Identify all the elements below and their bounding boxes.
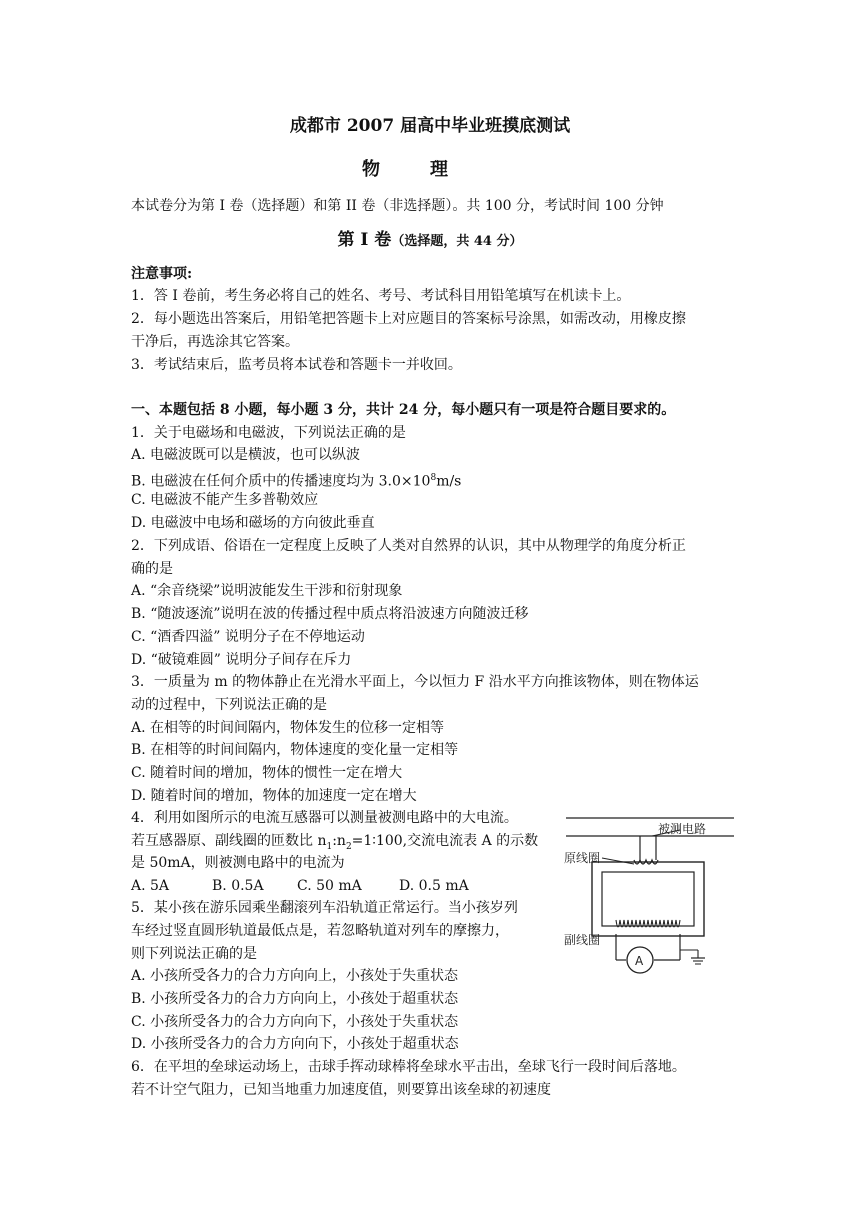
q3-option-c: C. 随着时间的增加，物体的惯性一定在增大 [131, 765, 403, 781]
q4-option-c: C. 50 mA [297, 878, 362, 894]
current-transformer-figure [562, 816, 738, 976]
part-title-main: 第 I 卷 [337, 230, 392, 250]
q1-option-b-unit: m/s [436, 473, 462, 490]
exam-title: 成都市 2007 届高中毕业班摸底测试 [289, 116, 571, 136]
q5-option-d: D. 小孩所受各力的合力方向向下，小孩处于超重状态 [131, 1036, 459, 1052]
q2-option-a: A. “余音绕梁”说明波能发生干涉和衍射现象 [131, 583, 403, 599]
part-title [0, 230, 860, 252]
subject-title: 物理 [362, 159, 498, 180]
q6-stem: 6．在平坦的垒球运动场上，击球手挥动球棒将垒球水平击出，垒球飞行一段时间后落地。 [131, 1059, 686, 1075]
q2-option-d: D. “破镜难圆” 说明分子间存在斥力 [131, 652, 352, 668]
ammeter-label: A [635, 954, 644, 968]
q5-option-a: A. 小孩所受各力的合力方向向上，小孩处于失重状态 [131, 968, 459, 984]
q1-option-b [131, 468, 461, 492]
iron-core-outer [592, 862, 704, 936]
q4-stem: 4．利用如图所示的电流互感器可以测量被测电路中的大电流。 [131, 810, 518, 826]
part-title-note: （选择题，共 44 分） [391, 234, 523, 249]
q4-ratio-text: 若互感器原、副线圈的匝数比 n [131, 833, 327, 849]
iron-core-inner [602, 872, 694, 926]
transformer-diagram [562, 816, 738, 976]
notice-item: 2．每小题选出答案后，用铅笔把答题卡上对应题目的答案标号涂黑，如需改动，用橡皮擦 [131, 311, 686, 327]
q4-option-a: A. 5A [131, 878, 170, 894]
q2-option-b: B. “随波逐流”说明在波的传播过程中质点将沿波速方向随波迁移 [131, 606, 529, 622]
primary-label-leader [602, 858, 634, 864]
q4-stem-end: 是 50mA，则被测电路中的电流为 [131, 855, 345, 871]
q1-option-b-text: B. 电磁波在任何介质中的传播速度均为 3.0×10 [131, 473, 431, 490]
notice-item: 3．考试结束后，监考员将本试卷和答题卡一并收回。 [131, 357, 462, 373]
q2-stem-cont: 确的是 [131, 561, 173, 577]
q4-option-d: D. 0.5 mA [399, 878, 469, 894]
q4-ratio-post: =1∶100,交流电流表 A 的示数 [351, 833, 539, 849]
measured-circuit-label: 被测电路 [658, 822, 707, 836]
exam-intro: 本试卷分为第 I 卷（选择题）和第 II 卷（非选择题）。共 100 分，考试时间 100 分钟 [131, 198, 664, 214]
q4-sub-2: 2 [345, 841, 352, 852]
q5-stem-end: 则下列说法正确的是 [131, 946, 257, 962]
q5-stem-cont: 车经过竖直圆形轨道最低点是，若忽略轨道对列车的摩擦力， [131, 923, 509, 939]
q2-stem: 2．下列成语、俗语在一定程度上反映了人类对自然界的认识，其中从物理学的角度分析正 [131, 538, 686, 554]
secondary-coil-label: 副线圈 [564, 933, 601, 947]
notice-item: 干净后，再选涂其它答案。 [131, 334, 299, 350]
q3-option-b: B. 在相等的时间间隔内，物体速度的变化量一定相等 [131, 742, 459, 758]
notice-heading: 注意事项: [131, 266, 193, 282]
q3-option-d: D. 随着时间的增加，物体的加速度一定在增大 [131, 788, 417, 804]
q4-ratio-mid: :n [332, 833, 346, 849]
section-heading: 一、本题包括 8 小题，每小题 3 分，共计 24 分，每小题只有一项是符合题目要求的。 [131, 402, 676, 418]
q2-option-c: C. “酒香四溢” 说明分子在不停地运动 [131, 629, 365, 645]
q1-option-c: C. 电磁波不能产生多普勒效应 [131, 492, 319, 508]
q3-stem-cont: 动的过程中，下列说法正确的是 [131, 697, 327, 713]
q1-option-a: A. 电磁波既可以是横波，也可以纵波 [131, 447, 361, 463]
q1-option-b-exponent: 8 [430, 473, 437, 483]
q4-sub-1: 1 [326, 841, 333, 852]
q3-stem: 3．一质量为 m 的物体静止在光滑水平面上，今以恒力 F 沿水平方向推该物体，则在物体运 [131, 674, 699, 690]
q4-option-b: B. 0.5A [212, 878, 264, 894]
q1-option-d: D. 电磁波中电场和磁场的方向彼此垂直 [131, 515, 375, 531]
primary-coil-label: 原线圈 [564, 851, 601, 865]
q1-stem: 1．关于电磁场和电磁波，下列说法正确的是 [131, 425, 406, 441]
notice-item: 1．答 I 卷前，考生务必将自己的姓名、考号、考试科目用铅笔填写在机读卡上。 [131, 288, 631, 304]
q6-stem-cont: 若不计空气阻力，已知当地重力加速度值，则要算出该垒球的初速度 [131, 1082, 551, 1098]
q5-option-b: B. 小孩所受各力的合力方向向上，小孩处于超重状态 [131, 991, 459, 1007]
q5-stem: 5．某小孩在游乐园乘坐翻滚列车沿轨道正常运行。当小孩岁列 [131, 900, 518, 916]
q3-option-a: A. 在相等的时间间隔内，物体发生的位移一定相等 [131, 720, 445, 736]
q5-option-c: C. 小孩所受各力的合力方向向下，小孩处于失重状态 [131, 1014, 459, 1030]
